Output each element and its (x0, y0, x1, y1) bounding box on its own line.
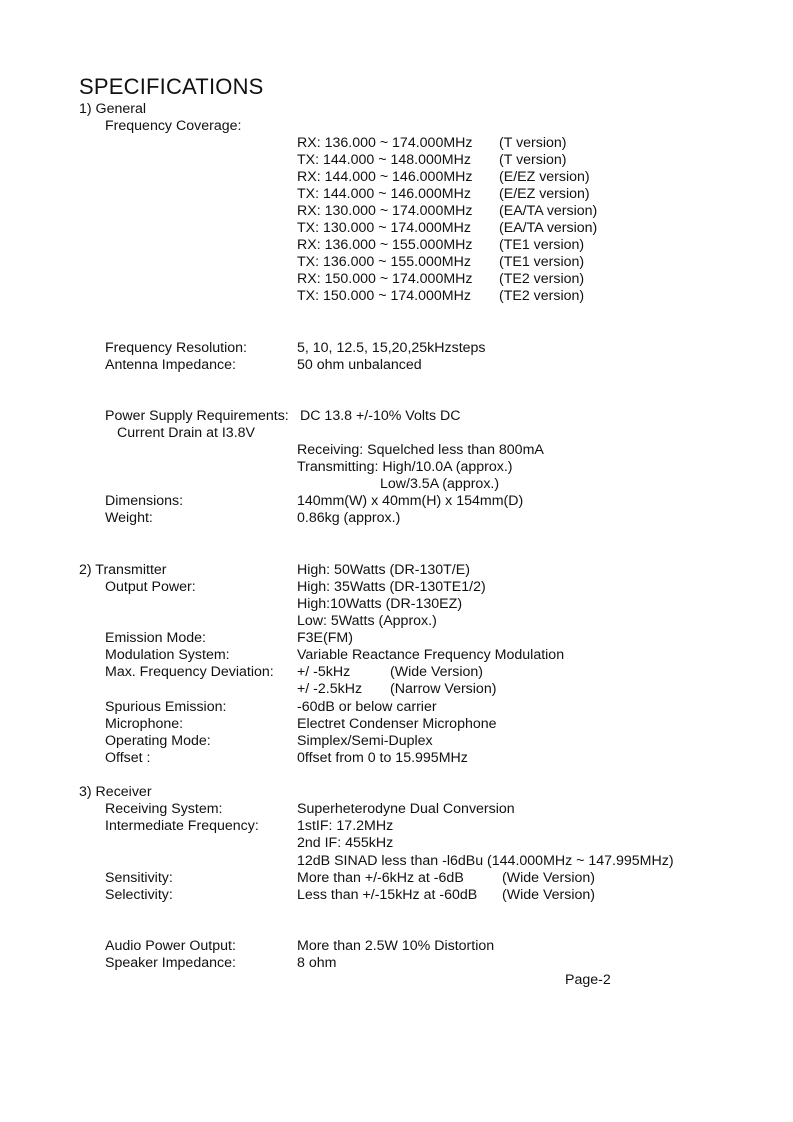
coverage-range: TX: 150.000 ~ 174.000MHz (297, 288, 471, 304)
coverage-version: (TE1 version) (499, 254, 585, 270)
deviation-wide-note: (Wide Version) (390, 664, 484, 680)
coverage-range: TX: 130.000 ~ 174.000MHz (297, 220, 471, 236)
microphone-value: Electret Condenser Microphone (297, 716, 497, 732)
spurious-emission-label: Spurious Emission: (105, 699, 227, 715)
weight-label: Weight: (105, 510, 153, 526)
current-drain-label: Current Drain at I3.8V (117, 425, 255, 441)
coverage-version: (TE2 version) (499, 271, 585, 287)
coverage-version: (EA/TA version) (499, 203, 598, 219)
receiving-system-label: Receiving System: (105, 801, 223, 817)
receiving-current-value: Receiving: Squelched less than 800mA (297, 442, 544, 458)
emission-mode-value: F3E(FM) (297, 630, 353, 646)
coverage-range: TX: 144.000 ~ 146.000MHz (297, 186, 471, 202)
frequency-resolution-label: Frequency Resolution: (105, 340, 247, 356)
first-if-value: 1stIF: 17.2MHz (297, 818, 394, 834)
max-deviation-label: Max. Frequency Deviation: (105, 664, 274, 680)
dimensions-value: 140mm(W) x 40mm(H) x 154mm(D) (297, 493, 524, 509)
coverage-version: (TE2 version) (499, 288, 585, 304)
receiving-system-value: Superheterodyne Dual Conversion (297, 801, 515, 817)
intermediate-frequency-label: Intermediate Frequency: (105, 818, 259, 834)
coverage-range: TX: 136.000 ~ 155.000MHz (297, 254, 471, 270)
deviation-wide-value: +/ -5kHz (297, 664, 351, 680)
section-transmitter-heading: 2) Transmitter (79, 562, 167, 578)
emission-mode-label: Emission Mode: (105, 630, 206, 646)
microphone-label: Microphone: (105, 716, 184, 732)
output-power-value: High: 50Watts (DR-130T/E) (297, 562, 470, 578)
modulation-system-label: Modulation System: (105, 647, 230, 663)
page-title: SPECIFICATIONS (79, 74, 264, 99)
sensitivity-note: (Wide Version) (502, 870, 596, 886)
output-power-value: High:10Watts (DR-130EZ) (297, 596, 463, 612)
coverage-range: RX: 150.000 ~ 174.000MHz (297, 271, 473, 287)
power-supply-value: DC 13.8 +/-10% Volts DC (300, 408, 461, 424)
coverage-range: RX: 144.000 ~ 146.000MHz (297, 169, 473, 185)
output-power-label: Output Power: (105, 579, 196, 595)
coverage-range: TX: 144.000 ~ 148.000MHz (297, 152, 471, 168)
deviation-narrow-note: (Narrow Version) (390, 681, 497, 697)
coverage-range: RX: 136.000 ~ 155.000MHz (297, 237, 473, 253)
section-receiver-heading: 3) Receiver (79, 784, 152, 800)
coverage-range: RX: 136.000 ~ 174.000MHz (297, 135, 473, 151)
weight-value: 0.86kg (approx.) (297, 510, 401, 526)
section-general-heading: 1) General (79, 101, 147, 117)
coverage-version: (TE1 version) (499, 237, 585, 253)
sinad-value: 12dB SINAD less than -l6dBu (144.000MHz ~ 147.995MHz) (297, 853, 674, 869)
power-supply-label: Power Supply Requirements: (105, 408, 289, 424)
output-power-value: Low: 5Watts (Approx.) (297, 613, 437, 629)
frequency-coverage-label: Frequency Coverage: (105, 118, 242, 134)
coverage-version: (E/EZ version) (499, 186, 590, 202)
selectivity-label: Selectivity: (105, 887, 173, 903)
spurious-emission-value: -60dB or below carrier (297, 699, 437, 715)
transmitting-low-current-value: Low/3.5A (approx.) (380, 476, 500, 492)
audio-power-output-label: Audio Power Output: (105, 938, 236, 954)
selectivity-note: (Wide Version) (502, 887, 596, 903)
second-if-value: 2nd IF: 455kHz (297, 835, 394, 851)
antenna-impedance-label: Antenna Impedance: (105, 357, 236, 373)
dimensions-label: Dimensions: (105, 493, 184, 509)
selectivity-value: Less than +/-15kHz at -60dB (297, 887, 478, 903)
sensitivity-label: Sensitivity: (105, 870, 173, 886)
operating-mode-value: Simplex/Semi-Duplex (297, 733, 433, 749)
offset-value: 0ffset from 0 to 15.995MHz (297, 750, 468, 766)
speaker-impedance-value: 8 ohm (297, 955, 337, 971)
coverage-range: RX: 130.000 ~ 174.000MHz (297, 203, 473, 219)
transmitting-current-value: Transmitting: High/10.0A (approx.) (297, 459, 513, 475)
deviation-narrow-value: +/ -2.5kHz (297, 681, 363, 697)
coverage-version: (EA/TA version) (499, 220, 598, 236)
modulation-system-value: Variable Reactance Frequency Modulation (297, 647, 565, 663)
audio-power-output-value: More than 2.5W 10% Distortion (297, 938, 495, 954)
offset-label: Offset : (105, 750, 151, 766)
operating-mode-label: Operating Mode: (105, 733, 211, 749)
sensitivity-value: More than +/-6kHz at -6dB (297, 870, 464, 886)
coverage-version: (E/EZ version) (499, 169, 590, 185)
page-number: Page-2 (565, 972, 611, 988)
speaker-impedance-label: Speaker Impedance: (105, 955, 236, 971)
coverage-version: (T version) (499, 152, 567, 168)
antenna-impedance-value: 50 ohm unbalanced (297, 357, 422, 373)
coverage-version: (T version) (499, 135, 567, 151)
output-power-value: High: 35Watts (DR-130TE1/2) (297, 579, 486, 595)
frequency-resolution-value: 5, 10, 12.5, 15,20,25kHzsteps (297, 340, 486, 356)
